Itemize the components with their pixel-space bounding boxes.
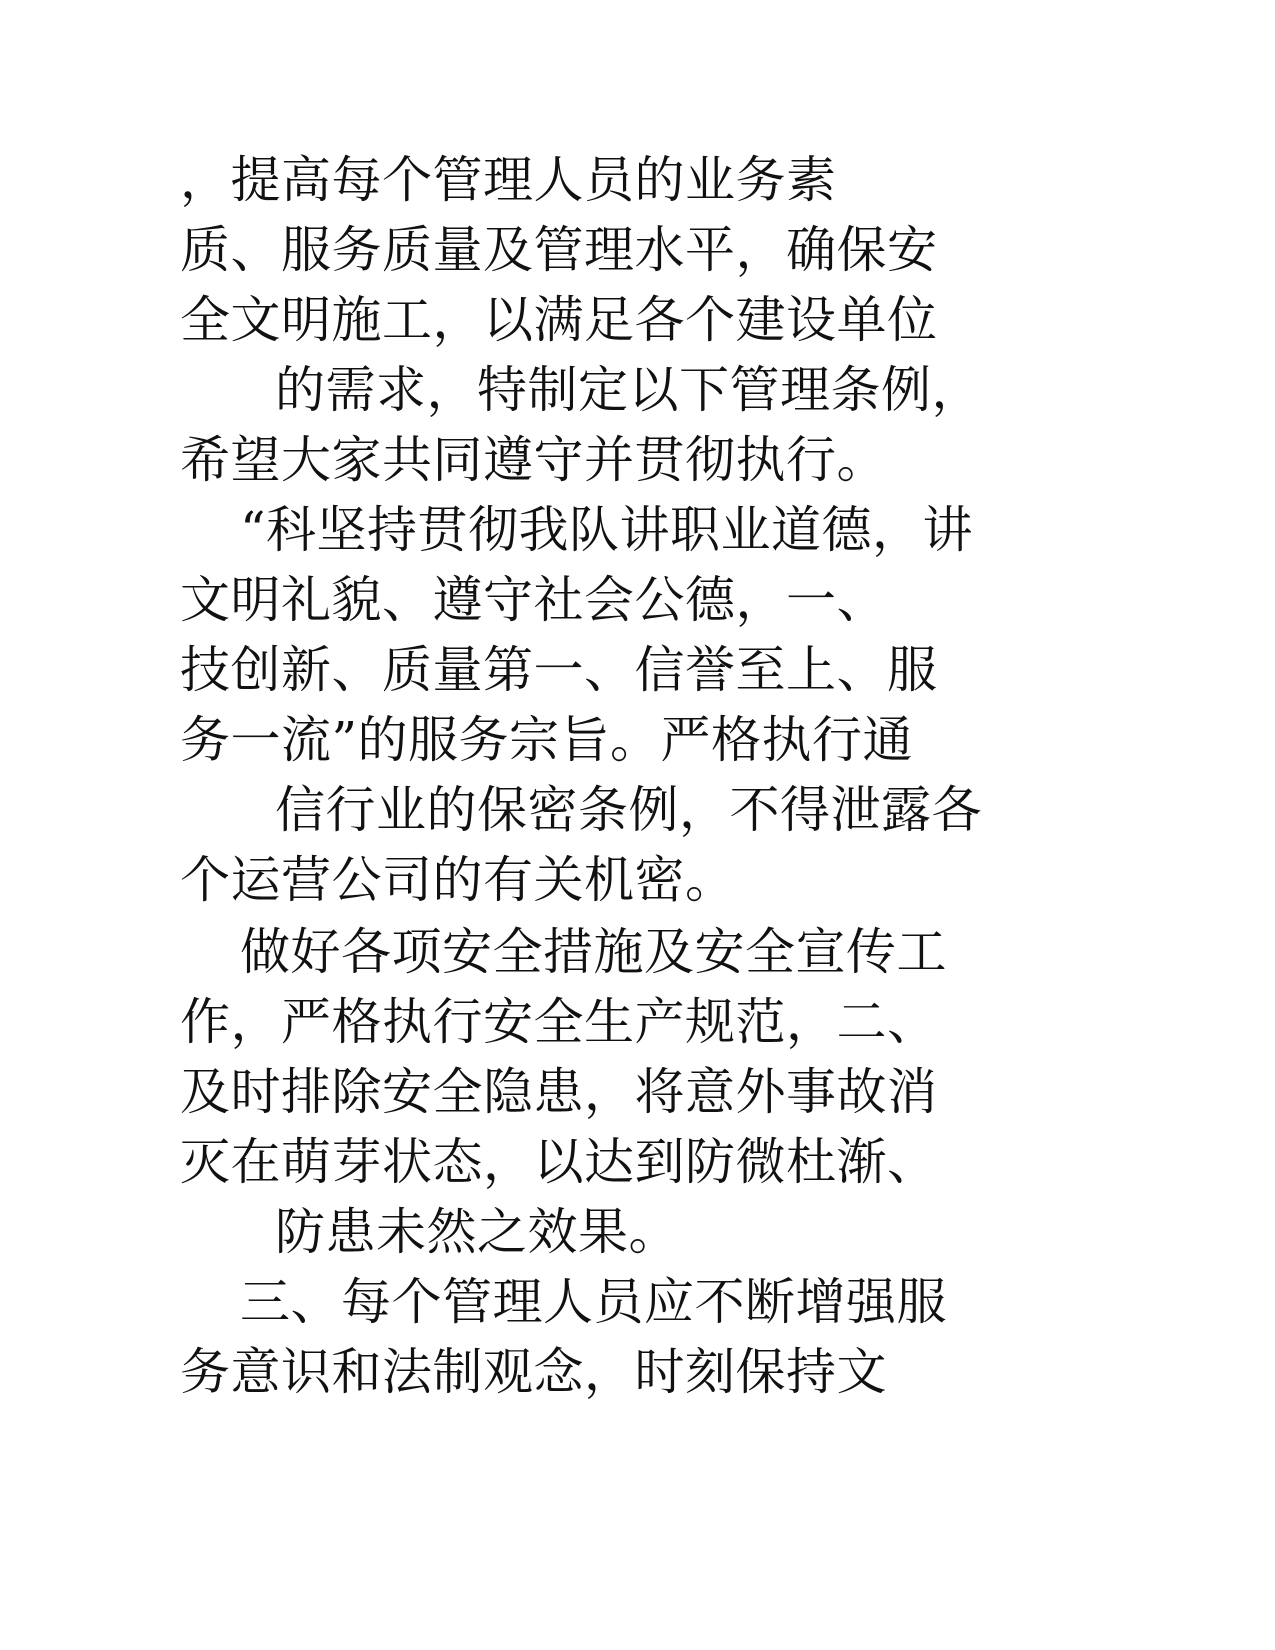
text-line: 防患未然之效果。 bbox=[275, 1203, 679, 1261]
text-line: 三、每个管理人员应不断增强服 bbox=[240, 1273, 947, 1331]
text-line: 及时排除安全隐患，将意外事故消 bbox=[180, 1063, 938, 1121]
text-line: 质、服务质量及管理水平，确保安 bbox=[180, 221, 938, 279]
text-line: 希望大家共同遵守并贯彻执行。 bbox=[180, 431, 887, 489]
text-line: “科坚持贯彻我队讲职业道德，讲 bbox=[240, 501, 974, 559]
text-line: 个运营公司的有关机密。 bbox=[180, 851, 736, 909]
text-line: 作，严格执行安全生产规范，二、 bbox=[180, 993, 938, 1051]
text-line: 技创新、质量第一、信誉至上、服 bbox=[180, 641, 938, 699]
text-line: 全文明施工，以满足各个建设单位 bbox=[180, 291, 938, 349]
text-line: ，提高每个管理人员的业务素 bbox=[180, 151, 837, 209]
text-line: 务意识和法制观念，时刻保持文 bbox=[180, 1343, 887, 1401]
text-line: 信行业的保密条例，不得泄露各 bbox=[275, 781, 982, 839]
text-line: 做好各项安全措施及安全宣传工 bbox=[240, 923, 947, 981]
text-line: 灭在萌芽状态，以达到防微杜渐、 bbox=[180, 1133, 938, 1191]
text-line: 务一流”的服务宗旨。严格执行通 bbox=[180, 711, 914, 769]
text-line: 文明礼貌、遵守社会公德，一、 bbox=[180, 571, 887, 629]
text-line: 的需求，特制定以下管理条例， bbox=[275, 361, 982, 419]
